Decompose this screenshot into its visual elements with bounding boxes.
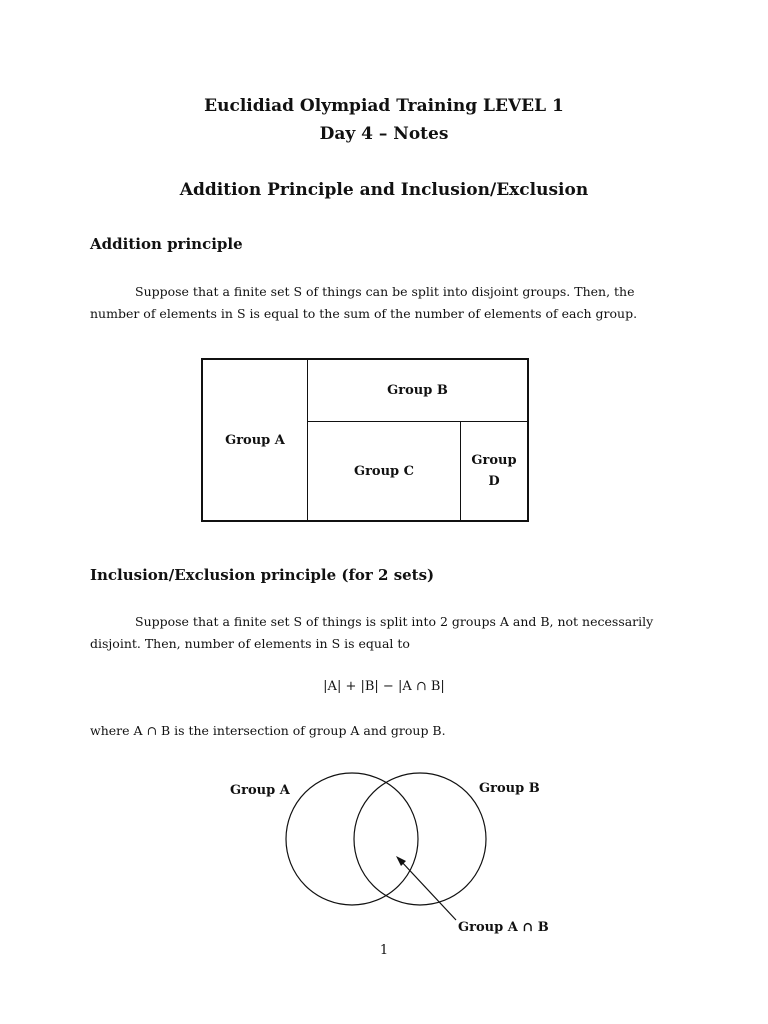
addition-paragraph [90,281,680,325]
inclusion-paragraph-text: Suppose that a finite set S of things is split into 2 groups A and B, not necessarily disjoint. Then, number of elements in S is equal to [90,614,654,651]
venn-label-b: Group B [479,781,540,796]
inclusion-formula: |A| + |B| − |A ∩ B| [323,679,445,694]
partition-diagram [201,358,529,522]
cell-group-a: Group A [203,360,308,520]
addition-paragraph-text: Suppose that a finite set S of things can be split into disjoint groups. Then, the number of elements in S is equal to the sum of the number of elements of each group. [90,284,638,321]
inclusion-paragraph [90,611,680,655]
venn-diagram [200,760,580,950]
page-number: 1 [379,943,389,958]
venn-circle-a [286,773,418,905]
venn-arrow-line [400,860,456,920]
doc-subtitle: Addition Principle and Inclusion/Exclusion [179,180,589,200]
addition-heading: Addition principle [90,235,243,253]
cell-group-c: Group C [308,422,461,520]
doc-title-line1: Euclidiad Olympiad Training LEVEL 1 [204,96,564,116]
cell-group-b: Group B [308,360,527,422]
inclusion-note: where A ∩ B is the intersection of group A and group B. [90,723,446,738]
venn-label-a: Group A [230,783,290,798]
cell-group-d [461,422,527,520]
inclusion-heading: Inclusion/Exclusion principle (for 2 sets) [90,566,435,584]
venn-circle-b [354,773,486,905]
cell-group-d-line1: Group [471,453,517,468]
venn-label-ab: Group A ∩ B [458,920,549,935]
cell-group-d-line2: D [488,474,500,489]
doc-title-line2: Day 4 – Notes [319,124,449,144]
